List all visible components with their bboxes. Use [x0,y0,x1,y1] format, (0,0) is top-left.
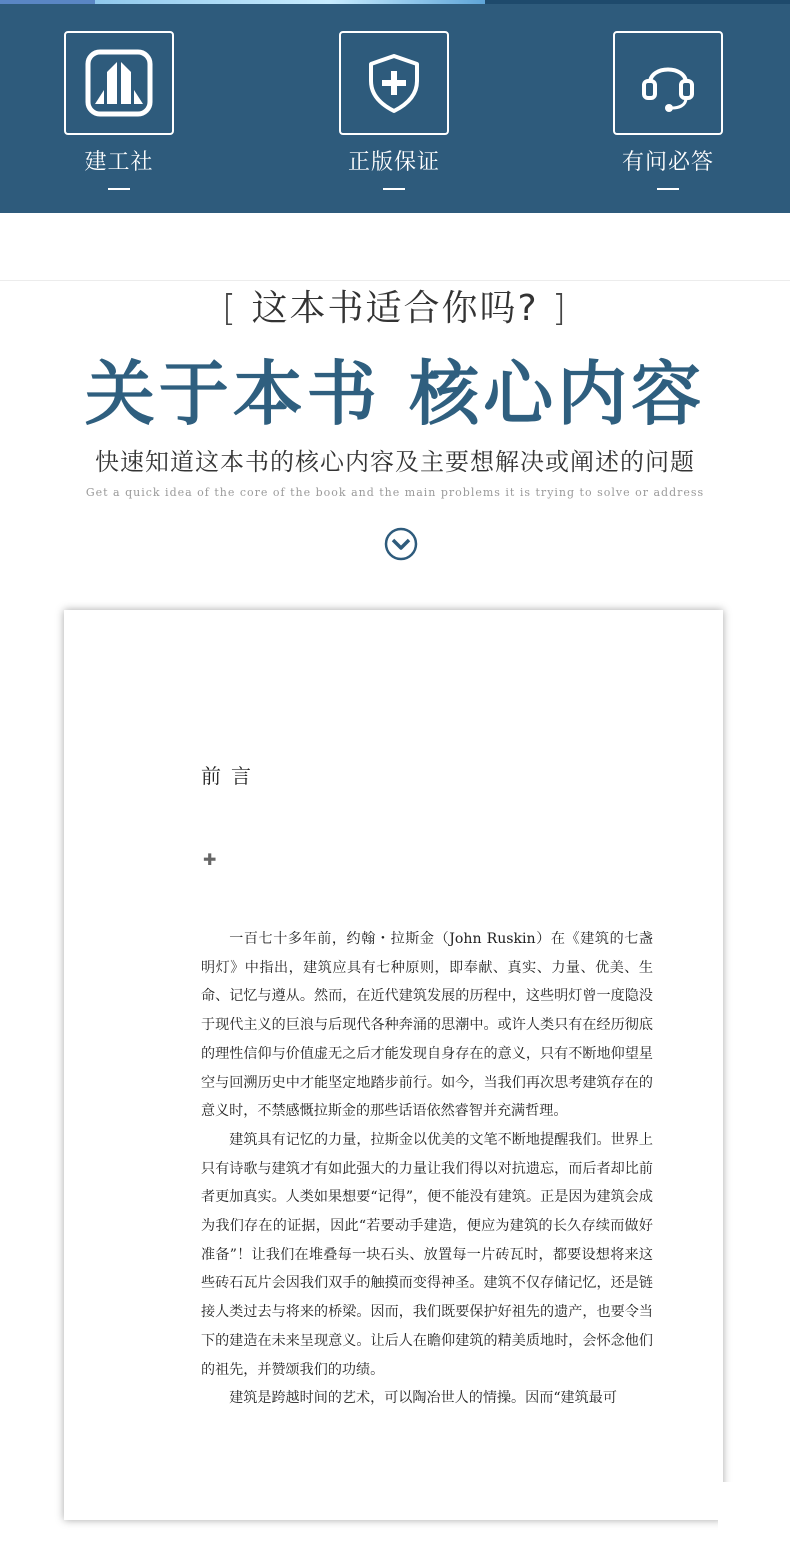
feature-label-genuine: 正版保证 [347,150,440,175]
preface-title: 前言 [201,764,261,788]
section-headline: 关于本书 核心内容 [84,352,706,435]
chevron-down-circle-icon [384,527,418,561]
feature-support [613,31,723,190]
feature-genuine [339,31,449,190]
preface-body [201,925,653,1413]
feature-underline [108,188,130,190]
feature-underline [657,188,679,190]
section-description-en: Get a quick idea of the core of the book and the main problems it is trying to solve or address [85,486,705,499]
paragraph: 建筑是跨越时间的艺术，可以陶冶世人的情操。因而“建筑最可 [229,1390,617,1407]
feature-banner [0,0,790,213]
paragraph: 建筑具有记忆的力量，拉斯金以优美的文笔不断地提醒我们。世界上只有诗歌与建筑才有如此强大的力量让我们得以对抗遗忘，而后者却比前者更加真实。人类如果想要“记得”，便不能没有建筑。正是因为建筑会成为我们存在的证据，因此“若要动手建造，便应为建筑的长久存续而做好准备”！让我们在堆叠每一块石头、放置每一片砖瓦时，都要设想将来这些砖石瓦片会因我们双手的触摸而变得神圣。建筑不仅存储记忆，还是链接人类过去与将来的桥梁。因而，我们既要保护好祖先的遗产，也要令当下的建造在未来呈现意义。让后人在瞻仰建筑的精美质地时，会怀念他们的祖先，并赞颂我们的功绩。 [201,1131,653,1378]
section-subtitle [0,280,790,331]
paragraph: 一百七十多年前，约翰・拉斯金（John Ruskin）在《建筑的七盏明灯》中指出，建筑应具有七种原则，即奉献、真实、力量、优美、生命、记忆与遵从。然而，在近代建筑发展的历程中，这些明灯曾一度隐没于现代主义的巨浪与后现代各种奔涌的思潮中。或许人类只有在经历彻底的理性信仰与价值虚无之后才能发现自身存在的意义，只有不断地仰望星空与回溯历史中才能坚定地踏步前行。如今，当我们再次思考建筑存在的意义时，不禁感慨拉斯金的那些话语依然睿智并充满哲理。 [201,931,653,1120]
feature-publisher [64,31,174,190]
shield-plus-icon [339,31,449,135]
feature-underline [383,188,405,190]
top-accent-strip [0,0,790,4]
bracket-close: ] [552,288,569,329]
publisher-logo-icon [64,31,174,135]
subtitle-text: 这本书适合你吗? [251,288,539,329]
feature-label-publisher: 建工社 [84,150,154,175]
page-corner-mask [718,1482,790,1552]
feature-label-support: 有问必答 [621,150,714,175]
plus-ornament-icon: ✚ [203,850,217,869]
section-description: 快速知道这本书的核心内容及主要想解决或阐述的问题 [95,448,695,476]
headset-icon [613,31,723,135]
bracket-open: [ [221,288,238,329]
book-page-preview [64,610,723,1520]
